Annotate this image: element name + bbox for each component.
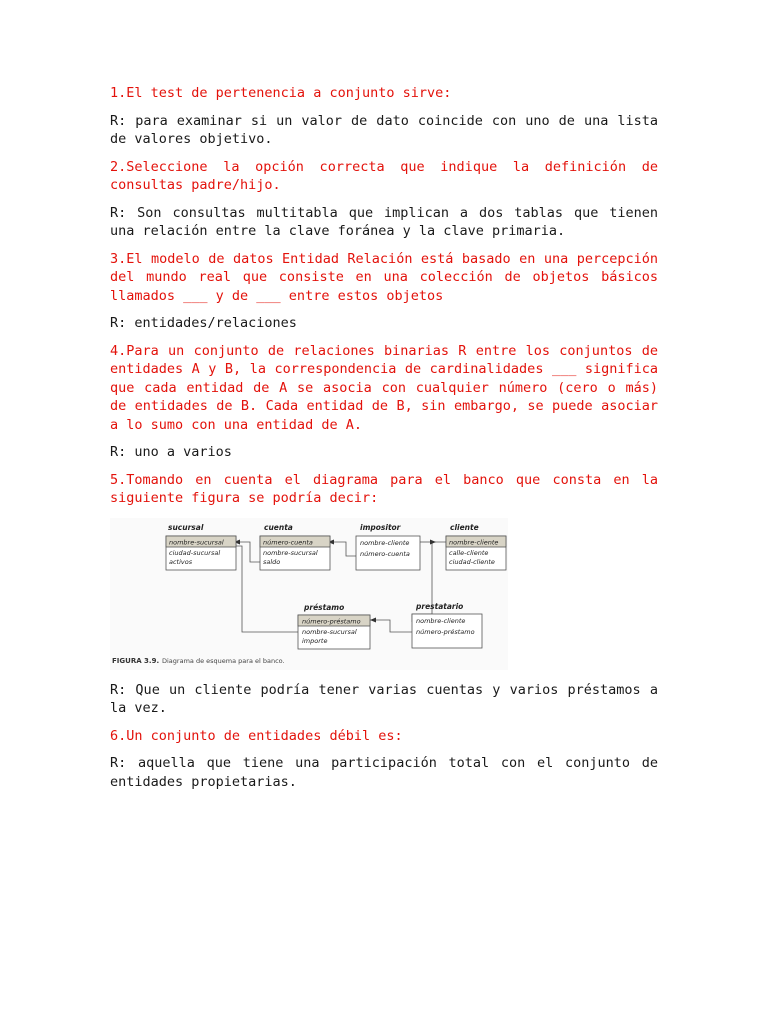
answer-5: R: Que un cliente podría tener varias cuentas y varios préstamos a la vez.: [110, 681, 658, 716]
table-name: cuenta: [264, 523, 293, 532]
table-cliente: [446, 523, 506, 570]
field-label: nombre-sucursal: [263, 549, 318, 557]
table-name: impositor: [360, 523, 401, 532]
field-label: nombre-cliente: [416, 617, 466, 625]
question-1: 1.El test de pertenencia a conjunto sirve:: [110, 85, 452, 101]
field-label: ciudad-sucursal: [169, 549, 221, 557]
field-label: importe: [302, 637, 328, 645]
table-sucursal: [166, 523, 236, 570]
fk-prestatario-prestamo: [370, 620, 412, 632]
field-label: activos: [169, 558, 193, 566]
table-impositor: [356, 523, 420, 570]
field-label: ciudad-cliente: [449, 558, 495, 566]
question-5: 5.Tomando en cuenta el diagrama para el banco que consta en la siguiente figura se podría decir:: [110, 471, 658, 506]
answer-1: R: para examinar si un valor de dato coincide con uno de una lista de valores objetivo.: [110, 112, 658, 147]
primary-key-label: número-cuenta: [263, 538, 313, 547]
table-prestatario: [412, 602, 482, 648]
field-label: número-préstamo: [416, 628, 475, 636]
question-6: 6.Un conjunto de entidades débil es:: [110, 727, 403, 744]
fk-cuenta-sucursal: [236, 542, 260, 562]
schema-diagram: [110, 518, 508, 670]
table-name: préstamo: [304, 603, 345, 612]
document-body: [110, 84, 658, 800]
answer-6: R: aquella que tiene una participación total con el conjunto de entidades propietarias.: [110, 755, 658, 790]
table-cuenta: [260, 523, 330, 570]
figure-caption-text: Diagrama de esquema para el banco.: [162, 657, 285, 665]
field-label: número-cuenta: [360, 550, 410, 558]
table-name: sucursal: [168, 523, 204, 532]
field-label: nombre-sucursal: [302, 628, 357, 636]
answer-2: R: Son consultas multitabla que implican a dos tablas que tienen una relación entre la clave foránea y la clave primaria.: [110, 204, 658, 239]
field-label: calle-cliente: [449, 549, 489, 557]
question-2: 2.Seleccione la opción correcta que indique la definición de consultas padre/hijo.: [110, 158, 658, 193]
figure-caption-label: FIGURA 3.9.: [112, 657, 160, 665]
table-name: cliente: [450, 523, 479, 532]
field-label: saldo: [263, 558, 281, 566]
answer-4: R: uno a varios: [110, 444, 232, 460]
answer-3: R: entidades/relaciones: [110, 315, 297, 331]
primary-key-label: número-préstamo: [302, 617, 361, 626]
table-name: prestatario: [416, 602, 464, 611]
primary-key-label: nombre-cliente: [449, 538, 499, 547]
field-label: nombre-cliente: [360, 539, 410, 547]
question-3: 3.El modelo de datos Entidad Relación está basado en una percepción del mundo real que consiste en una colección de objetos básicos llamados ___ y de ___ entre estos objetos: [110, 250, 658, 304]
table-prestamo: [298, 603, 370, 649]
primary-key-label: nombre-sucursal: [169, 538, 224, 547]
question-4: 4.Para un conjunto de relaciones binarias R entre los conjuntos de entidades A y B, la correspondencia de cardinalidades ___ significa que cada entidad de A se asocia con cualquier número (cero o más) de entidades de B. Cada entidad de B, sin embargo, se puede asociar a lo sumo con una entidad de A.: [110, 342, 658, 433]
bank-schema-figure: [110, 518, 508, 670]
